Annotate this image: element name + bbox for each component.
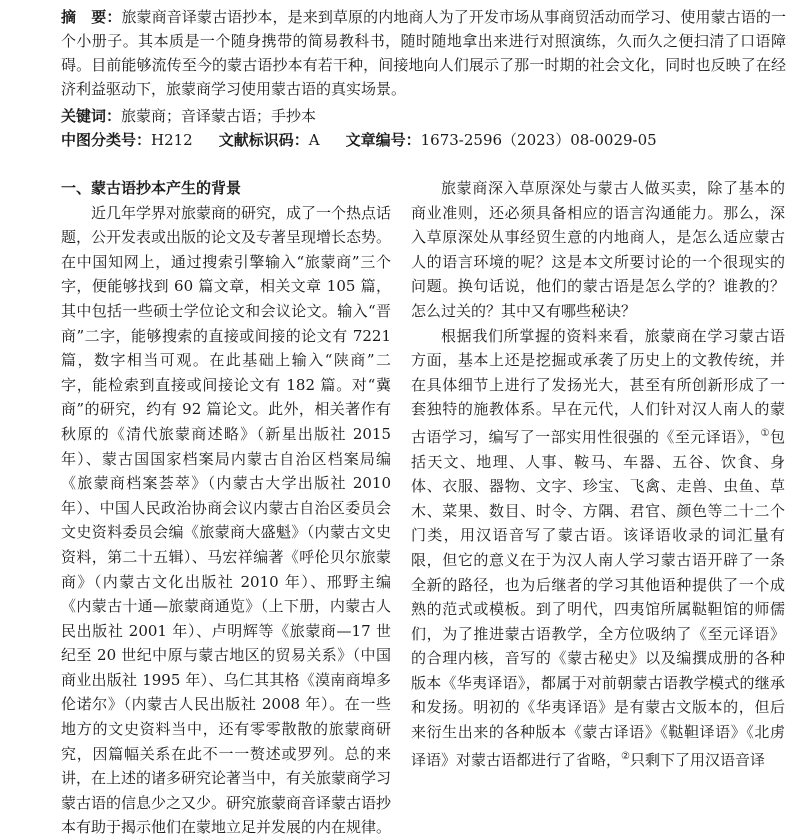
keywords-text: 旅蒙商；音译蒙古语；手抄本 — [121, 107, 317, 125]
body-paragraph: 旅蒙商深入草原深处与蒙古人做买卖，除了基本的商业准则，还必须具备相应的语言沟通能力。那么，深入草原深处从事经贸生意的内地商人，是怎么适应蒙古人的语言环境的呢？这是本文所要讨论的一个很现实的问题。换句话说，他们的蒙古语是怎么学的？谁教的？怎么过关的？其中又有哪些秘诀？ — [411, 179, 785, 320]
keywords-label: 关键词： — [61, 107, 122, 125]
clc-value: H212 — [151, 131, 193, 149]
paragraph-text: 根据我们所掌握的资料来看，旅蒙商在学习蒙古语方面，基本上还是挖掘或承袭了历史上的文教传统，并在具体细节上进行了发扬光大，甚至有所创新形成了一套独特的施教体系。早在元代，人们针对汉人南人的蒙古语学习，编写了一部实用性很强的《至元译语》， — [411, 326, 785, 446]
right-column — [411, 176, 785, 772]
left-column — [61, 176, 391, 840]
article-metadata — [61, 128, 786, 152]
paragraph-text: 包括天文、地理、人事、鞍马、车器、五谷、饮食、身体、衣服、器物、文字、珍宝、飞禽、走兽、虫鱼、草木、菜果、数目、时令、方隅、君官、颜色等二十二个门类，用汉语音写了蒙古语。该译语收录的词汇量有限，但它的意义在于为汉人南人学习蒙古语开辟了一条全新的路径，也为后继者的学习其他语种提供了一个成熟的范式或模板。到了明代，四夷馆所属鞑靼馆的师儒们，为了推进蒙古语教学，全方位吸纳了《至元译语》的合理内核，音写的《蒙古秘史》以及编撰成册的各种版本《华夷译语》，都属于对前朝蒙古语教学模式的继承和发扬。明初的《华夷译语》是有蒙古文版本的，但后来衍生出来的各种版本《蒙古译语》《鞑靼译语》《北虏译语》对蒙古语都进行了省略， — [411, 427, 785, 769]
clc-label: 中图分类号： — [61, 131, 152, 149]
abstract-label: 摘 要： — [61, 8, 122, 26]
footnote-marker: ① — [760, 427, 770, 439]
footnote-marker: ② — [621, 750, 630, 762]
article-id-label: 文章编号： — [345, 131, 421, 149]
abstract-text: 旅蒙商音译蒙古语抄本，是来到草原的内地商人为了开发市场从事商贸活动而学习、使用蒙古语的一个小册子。其本质是一个随身携带的简易教科书，随时随地拿出来进行对照演练，久而久之便扫清了口语障碍。目前能够流传至今的蒙古语抄本有若干种，间接地向人们展示了那一时期的社会文化，同时也反映了在经济利益驱动下，旅蒙商学习使用蒙古语的真实场景。 — [61, 8, 786, 98]
abstract — [61, 5, 786, 101]
paragraph-text: 只剩下了用汉语音译 — [629, 750, 765, 769]
article-id-value: 1673-2596（2023）08-0029-05 — [420, 131, 657, 149]
section-heading: 一、蒙古语抄本产生的背景 — [61, 179, 242, 197]
body-paragraph: 近几年学界对旅蒙商的研究，成了一个热点话题，公开发表或出版的论文及专著呈现增长态势。在中国知网上，通过搜索引擎输入“旅蒙商”三个字，便能够找到 60 篇文章，相关文章 105 篇，其中包括一些硕士学位论文和会议论文。输入“晋商”二字，能够搜索的直接或间接的论文有 7221 篇，数字相当可观。在此基础上输入“陕商”二字，能检索到直接或间接论文有 182 篇。对“冀商”的研究，约有 92 篇论文。此外，相关著作有秋原的《清代旅蒙商述略》（新星出版社 2015 年）、蒙古国国家档案局内蒙古自治区档案局编《旅蒙商档案荟萃》（内蒙古大学出版社 2010 年）、中国人民政治协商会议内蒙古自治区委员会文史资料委员会编《旅蒙商大盛魁》（内蒙古文史资料，第二十五辑）、马宏祥编著《呼伦贝尔旅蒙商》（内蒙古文化出版社 2010 年）、邢野主编《内蒙古十通—旅蒙商通览》（上下册，内蒙古人民出版社 2001 年）、卢明辉等《旅蒙商—17 世纪至 20 世纪中原与蒙古地区的贸易关系》（中国商业出版社 1995 年）、乌仁其其格《漠南商埠多伦诺尔》（内蒙古人民出版社 2008 年）。在一些地方的文史资料当中，还有零零散散的旅蒙商研究，因篇幅关系在此不一一赘述或罗列。总的来讲，在上述的诸多研究论著当中，有关旅蒙商学习蒙古语的信息少之又少。研究旅蒙商音译蒙古语抄本有助于揭示他们在蒙地立足并发展的内在规律。 — [61, 203, 392, 837]
doc-code-label: 文献标识码： — [218, 131, 309, 149]
doc-code-value: A — [308, 131, 320, 149]
keywords — [61, 104, 786, 128]
body-paragraph — [411, 324, 785, 773]
